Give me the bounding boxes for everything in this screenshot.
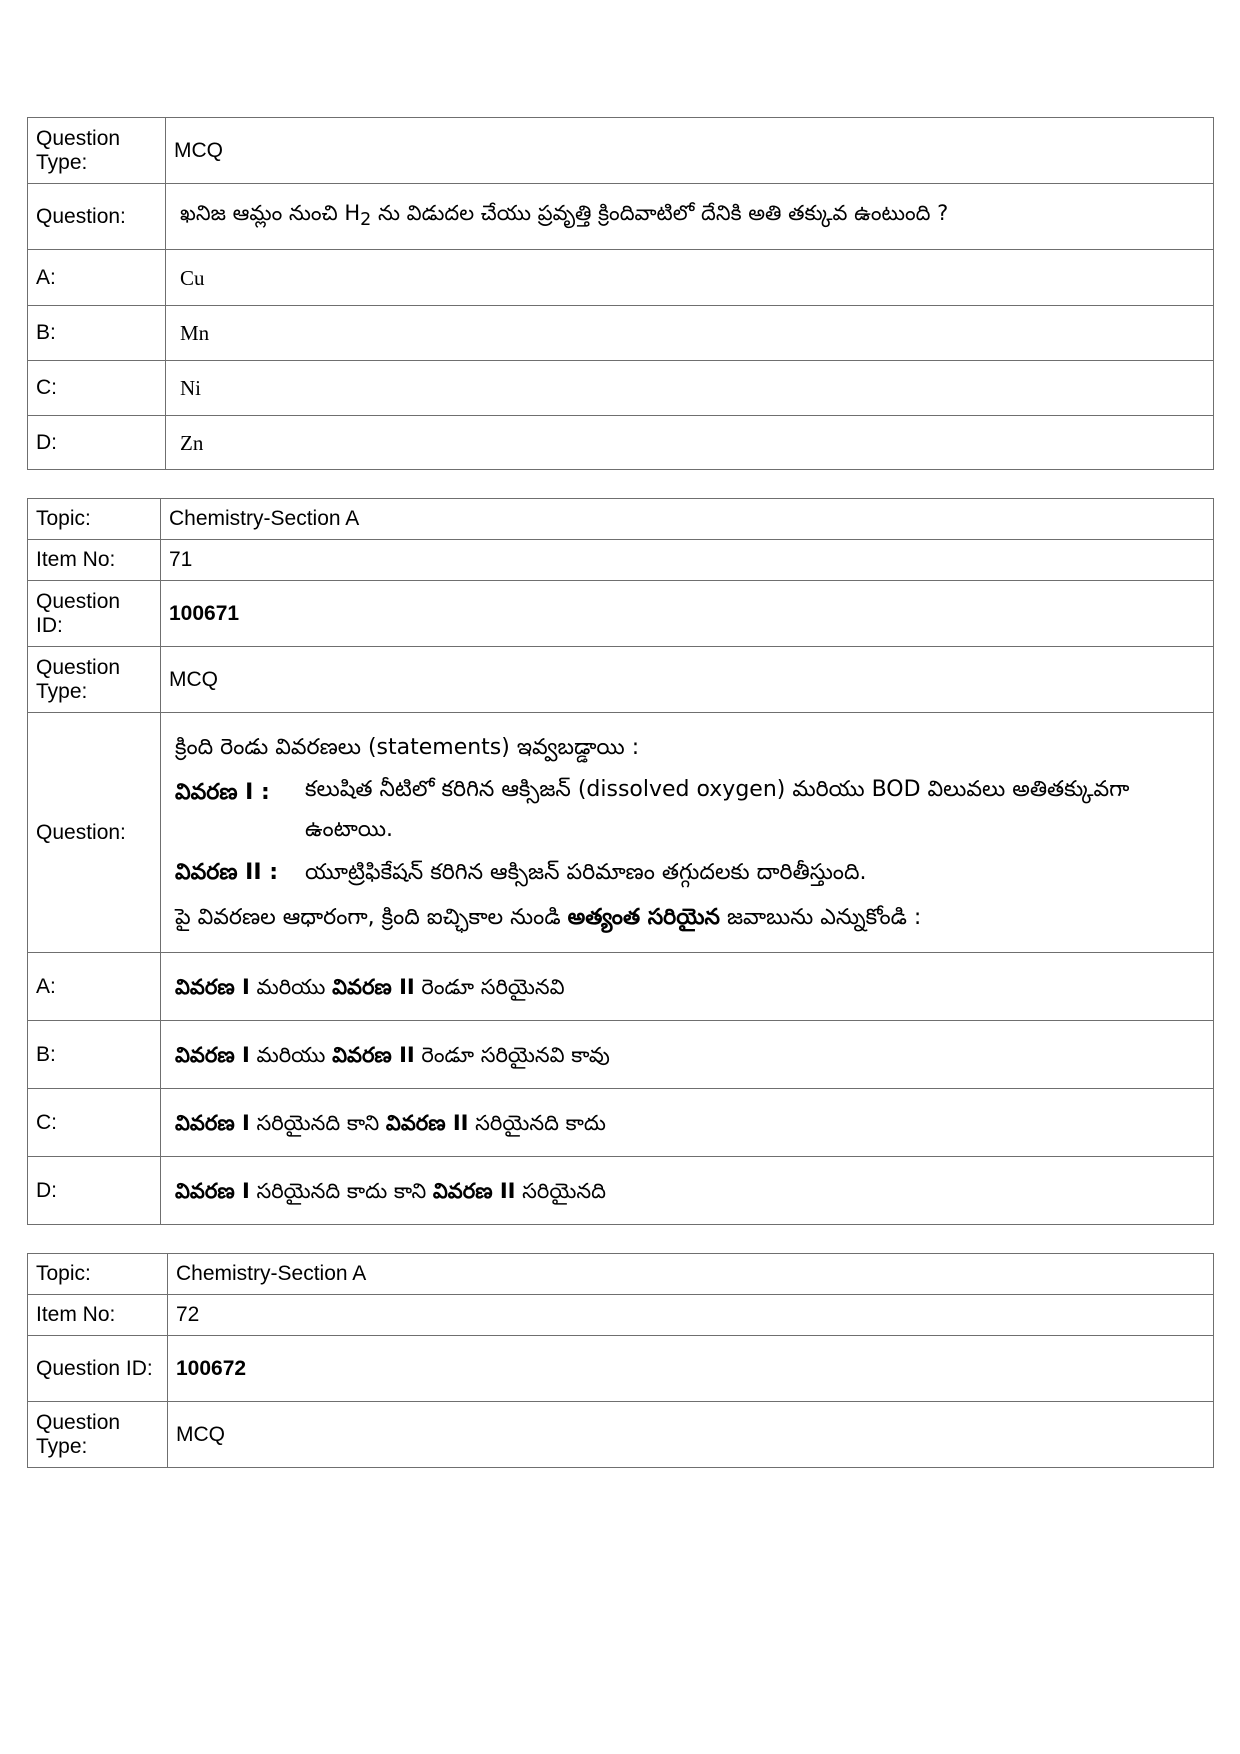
option-b-part4: రెండూ సరియైనవి కావు [414, 1042, 610, 1067]
option-a-label: A: [28, 953, 161, 1021]
question-type-label: Question Type: [28, 118, 166, 184]
statement-2-tag: వివరణ II : [175, 860, 278, 885]
option-b-part1: వివరణ I [175, 1042, 250, 1067]
option-d-value[interactable] [161, 1157, 1214, 1225]
option-c-value[interactable]: Ni [166, 361, 1214, 416]
statement-2 [175, 850, 1205, 895]
option-c-value[interactable] [161, 1089, 1214, 1157]
question-text [161, 713, 1214, 953]
option-b-part2: మరియు [249, 1042, 333, 1067]
question-id-label: Question ID: [28, 1336, 168, 1402]
question-id-label: Question ID: [28, 581, 161, 647]
option-b-part3: వివరణ II [332, 1042, 415, 1067]
item-no-label: Item No: [28, 540, 161, 581]
option-d-part1: వివరణ I [175, 1178, 250, 1203]
statement-1 [175, 770, 1205, 850]
option-a-part3: వివరణ II [332, 974, 415, 999]
option-d-label: D: [28, 1157, 161, 1225]
question-label: Question: [28, 713, 161, 953]
option-a-part1: వివరణ I [175, 974, 250, 999]
option-a-value[interactable]: Cu [166, 250, 1214, 306]
question-text-post: ను విడుదల చేయు ప్రవృత్తి క్రిందివాటిలో దేనికి అతి తక్కువ ఉంటుంది ? [371, 200, 949, 225]
question-text-pre: ఖనిజ ఆమ్లం నుంచి H [180, 200, 361, 225]
option-a-label: A: [28, 250, 166, 306]
option-d-label: D: [28, 416, 166, 470]
option-a-value[interactable] [161, 953, 1214, 1021]
statement-2-text: యూట్రిఫికేషన్ కరిగిన ఆక్సిజన్ పరిమాణం తగ్గుదలకు దారితీస్తుంది. [305, 860, 867, 885]
option-b-label: B: [28, 1021, 161, 1089]
question-type-label: Question Type: [28, 647, 161, 713]
question-intro: క్రింది రెండు వివరణలు (statements) ఇవ్వబడ్డాయి : [175, 735, 640, 760]
question-table-70 [27, 117, 1214, 470]
question-type-label: Question Type: [28, 1402, 168, 1468]
question-outro-post: జవాబును ఎన్నుకోండి : [719, 905, 922, 930]
statement-1-text: కలుషిత నీటిలో కరిగిన ఆక్సిజన్ (dissolved oxygen) మరియు BOD విలువలు అతితక్కువగా ఉంటాయి. [305, 777, 1130, 842]
option-c-part3: వివరణ II [385, 1110, 469, 1135]
option-c-part1: వివరణ I [175, 1110, 250, 1135]
question-outro [175, 895, 1205, 940]
topic-value: Chemistry-Section A [168, 1254, 1214, 1295]
item-no-value: 71 [161, 540, 1214, 581]
topic-label: Topic: [28, 1254, 168, 1295]
item-no-value: 72 [168, 1295, 1214, 1336]
question-table-71 [27, 498, 1214, 1225]
option-d-value[interactable]: Zn [166, 416, 1214, 470]
statement-1-tag: వివరణ I : [175, 780, 270, 805]
question-text-sub: 2 [360, 210, 372, 231]
question-label: Question: [28, 184, 166, 250]
option-b-value[interactable] [161, 1021, 1214, 1089]
topic-value: Chemistry-Section A [161, 499, 1214, 540]
option-c-label: C: [28, 361, 166, 416]
option-d-part2: సరియైనది కాదు కాని [249, 1178, 433, 1203]
option-c-part2: సరియైనది కాని [249, 1110, 386, 1135]
question-outro-bold: అత్యంత సరియైన [567, 905, 720, 930]
option-c-part4: సరియైనది కాదు [468, 1110, 606, 1135]
question-type-value: MCQ [166, 118, 1214, 184]
question-table-72 [27, 1253, 1214, 1468]
item-no-label: Item No: [28, 1295, 168, 1336]
option-c-label: C: [28, 1089, 161, 1157]
option-a-part2: మరియు [249, 974, 333, 999]
option-b-value[interactable]: Mn [166, 306, 1214, 361]
question-type-value: MCQ [161, 647, 1214, 713]
option-d-part3: వివరణ II [432, 1178, 516, 1203]
option-a-part4: రెండూ సరియైనవి [414, 974, 565, 999]
question-id-value: 100672 [168, 1336, 1214, 1402]
question-outro-pre: పై వివరణల ఆధారంగా, క్రింది ఐచ్ఛికాల నుండి [175, 905, 568, 930]
question-text [166, 184, 1214, 250]
topic-label: Topic: [28, 499, 161, 540]
option-d-part4: సరియైనది [515, 1178, 606, 1203]
question-id-value: 100671 [161, 581, 1214, 647]
option-b-label: B: [28, 306, 166, 361]
question-type-value: MCQ [168, 1402, 1214, 1468]
